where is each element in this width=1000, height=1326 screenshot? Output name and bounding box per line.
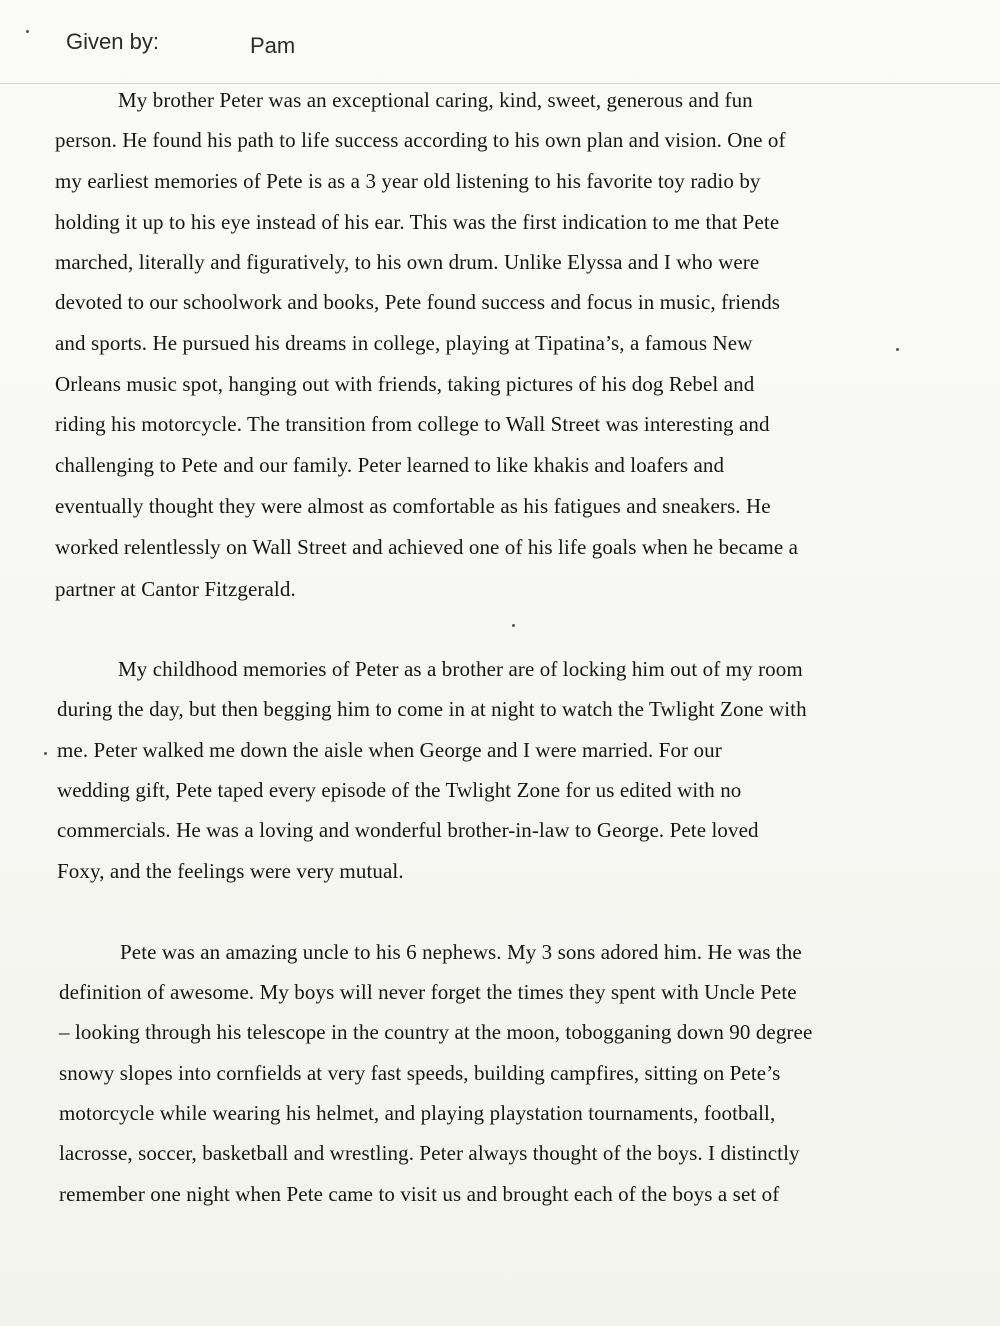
paragraph-3-line: remember one night when Pete came to visit us and brought each of the boys a set of: [59, 1182, 780, 1206]
given-by-name: Pam: [250, 33, 296, 58]
header-strip: [0, 0, 1000, 84]
scan-speck: [896, 348, 899, 351]
paragraph-3-line: lacrosse, soccer, basketball and wrestling. Peter always thought of the boys. I distinctly: [59, 1141, 800, 1165]
scan-speck: [44, 752, 47, 755]
paragraph-1-line: partner at Cantor Fitzgerald.: [55, 577, 296, 601]
paragraph-2-line: me. Peter walked me down the aisle when George and I were married. For our: [57, 738, 722, 762]
scan-speck: [512, 624, 515, 627]
paragraph-1-line: and sports. He pursued his dreams in college, playing at Tipatina’s, a famous New: [55, 331, 753, 355]
paragraph-1-line: eventually thought they were almost as comfortable as his fatigues and sneakers. He: [55, 494, 771, 518]
paragraph-1-line: person. He found his path to life success according to his own plan and vision. One of: [55, 128, 786, 152]
paragraph-2-line: commercials. He was a loving and wonderful brother-in-law to George. Pete loved: [57, 818, 759, 842]
paragraph-1-line: devoted to our schoolwork and books, Pete found success and focus in music, friends: [55, 290, 781, 314]
paragraph-1-line: marched, literally and figuratively, to his own drum. Unlike Elyssa and I who were: [55, 250, 760, 274]
paragraph-2-line: during the day, but then begging him to come in at night to watch the Twlight Zone with: [57, 697, 807, 721]
paragraph-2-line: wedding gift, Pete taped every episode of the Twlight Zone for us edited with no: [57, 778, 742, 802]
paragraph-1-line: my earliest memories of Pete is as a 3 year old listening to his favorite toy radio by: [55, 169, 761, 193]
header-divider: [0, 83, 1000, 84]
paragraph-2-line: Foxy, and the feelings were very mutual.: [57, 859, 404, 883]
paragraph-3-line: definition of awesome. My boys will never forget the times they spent with Uncle Pete: [59, 980, 797, 1004]
scan-speck: [26, 30, 29, 33]
paragraph-3-line: snowy slopes into cornfields at very fast speeds, building campfires, sitting on Pete’s: [59, 1061, 781, 1085]
paragraph-1-line: Orleans music spot, hanging out with friends, taking pictures of his dog Rebel and: [55, 372, 755, 396]
paragraph-3-line: – looking through his telescope in the country at the moon, tobogganing down 90 degree: [59, 1020, 813, 1044]
paragraph-1-line: riding his motorcycle. The transition from college to Wall Street was interesting and: [55, 412, 770, 436]
paragraph-1-line: My brother Peter was an exceptional caring, kind, sweet, generous and fun: [118, 88, 753, 112]
paragraph-1-line: challenging to Pete and our family. Peter learned to like khakis and loafers and: [55, 453, 725, 477]
paragraph-3-line: Pete was an amazing uncle to his 6 nephews. My 3 sons adored him. He was the: [120, 940, 802, 964]
paragraph-2-line: My childhood memories of Peter as a brother are of locking him out of my room: [118, 657, 803, 681]
given-by-label: Given by:: [66, 29, 159, 54]
paragraph-3-line: motorcycle while wearing his helmet, and playing playstation tournaments, football,: [59, 1101, 776, 1125]
paragraph-1-line: holding it up to his eye instead of his ear. This was the first indication to me that Pete: [55, 210, 780, 234]
paragraph-1-line: worked relentlessly on Wall Street and achieved one of his life goals when he became a: [55, 535, 799, 559]
